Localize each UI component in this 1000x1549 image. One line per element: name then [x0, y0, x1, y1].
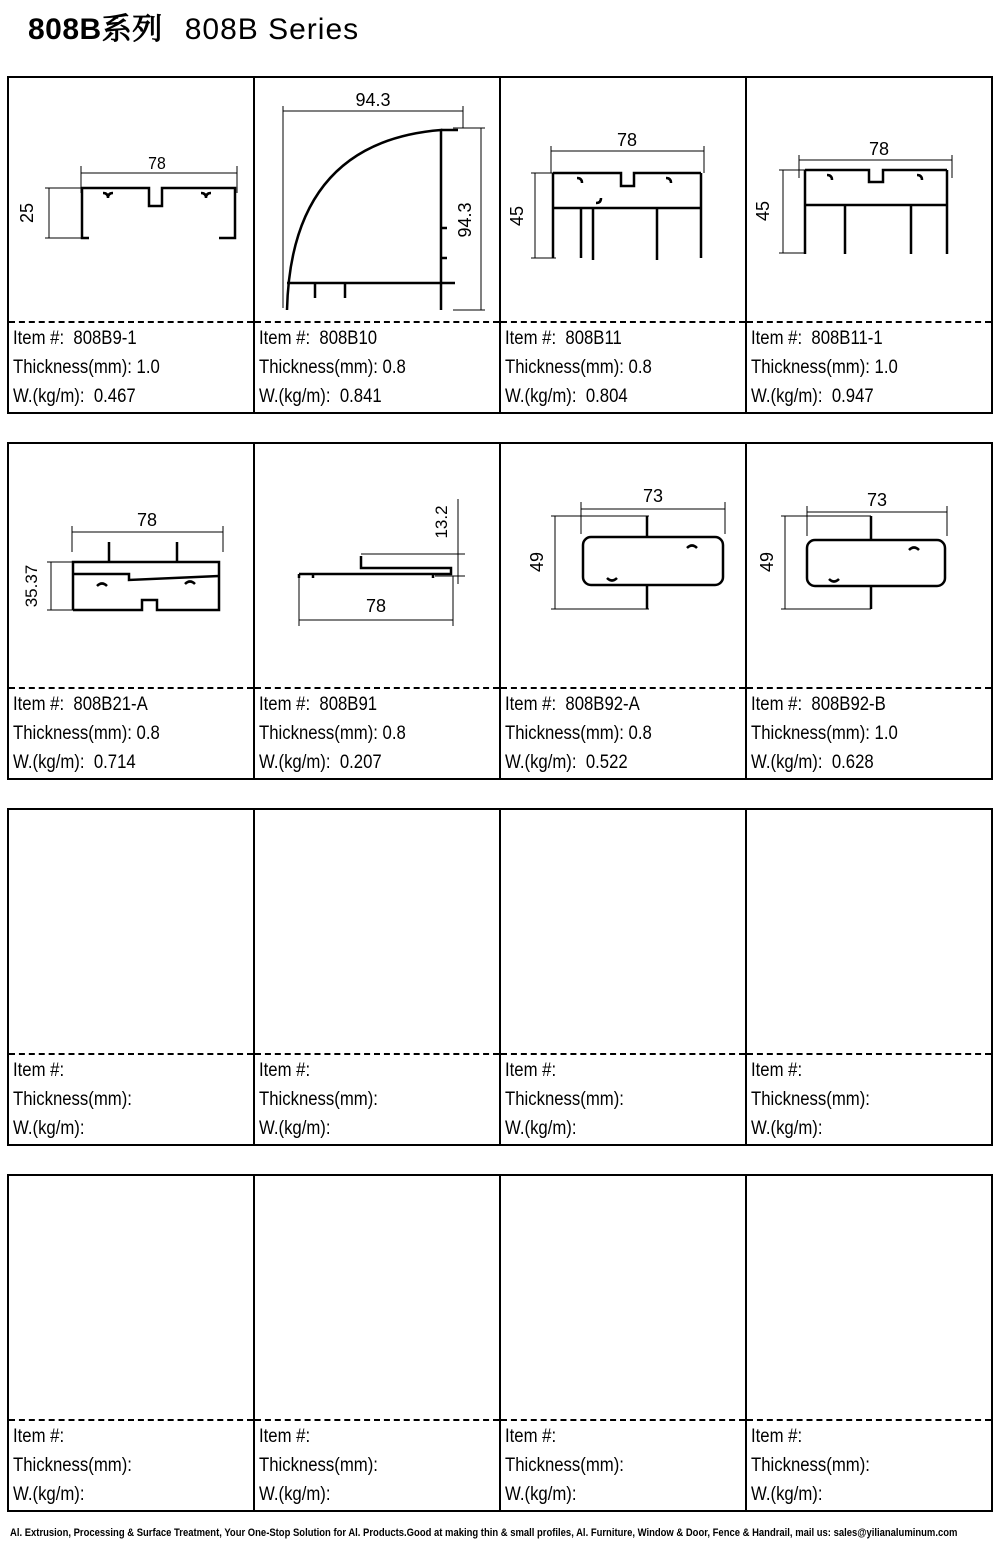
product-info: Item #: 808B10 Thickness(mm): 0.8 W.(kg/m): 0.841 [259, 328, 406, 407]
product-cell [255, 810, 501, 1144]
item-number: 808B11 [565, 328, 622, 349]
product-row-2 [7, 442, 993, 780]
weight-value: 0.841 [339, 386, 382, 407]
dim-width: 73 [866, 490, 888, 510]
title-code: 808B [28, 13, 102, 46]
dashed-divider [255, 1053, 499, 1055]
dim-width: 73 [642, 486, 664, 506]
dashed-divider [501, 1419, 745, 1421]
dashed-divider [9, 1053, 253, 1055]
product-cell [501, 1176, 747, 1510]
product-info: Item #: 808B91 Thickness(mm): 0.8 W.(kg/m): 0.207 [259, 694, 406, 773]
title-en: 808B Series [184, 13, 360, 46]
product-info: Item #: 808B21-A Thickness(mm): 0.8 W.(kg/m): 0.714 [13, 694, 160, 773]
dashed-divider [747, 1053, 991, 1055]
product-cell [747, 78, 991, 412]
product-cell [501, 444, 747, 778]
weight-value: 0.714 [93, 752, 136, 773]
product-info: Item #: 808B11 Thickness(mm): 0.8 W.(kg/m): 0.804 [505, 328, 652, 407]
product-cell [255, 444, 501, 778]
dashed-divider [747, 687, 991, 689]
product-row-3 [7, 808, 993, 1146]
thickness-value: 0.8 [628, 357, 652, 378]
dashed-divider [747, 321, 991, 323]
dim-height: 49 [527, 551, 547, 573]
thickness-value: 0.8 [136, 723, 160, 744]
dim-height: 25 [17, 202, 37, 224]
product-cell [747, 1176, 991, 1510]
dim-width: 78 [365, 596, 387, 616]
thickness-value: 0.8 [382, 723, 406, 744]
product-cell [255, 78, 501, 412]
product-cell [501, 78, 747, 412]
product-cell [747, 444, 991, 778]
item-number: 808B91 [319, 694, 378, 715]
dim-width: 94.3 [355, 90, 391, 110]
dashed-divider [501, 321, 745, 323]
thickness-value: 1.0 [874, 723, 898, 744]
weight-value: 0.467 [93, 386, 136, 407]
weight-value: 0.522 [585, 752, 628, 773]
item-number: 808B9-1 [73, 328, 137, 349]
product-info: Item #: Thickness(mm): W.(kg/m): [13, 1426, 132, 1505]
thickness-value: 0.8 [628, 723, 652, 744]
product-cell [501, 810, 747, 1144]
item-number: 808B92-A [565, 694, 640, 715]
product-cell [747, 810, 991, 1144]
product-cell [9, 78, 255, 412]
product-info: Item #: Thickness(mm): W.(kg/m): [13, 1060, 132, 1139]
item-number: 808B10 [319, 328, 378, 349]
weight-value: 0.947 [831, 386, 874, 407]
product-info: Item #: Thickness(mm): W.(kg/m): [505, 1060, 624, 1139]
dashed-divider [9, 687, 253, 689]
product-info: Item #: 808B92-A Thickness(mm): 0.8 W.(kg/m): 0.522 [505, 694, 652, 773]
product-cell [255, 1176, 501, 1510]
dim-height: 94.3 [455, 202, 475, 238]
product-info: Item #: Thickness(mm): W.(kg/m): [751, 1060, 870, 1139]
dashed-divider [255, 687, 499, 689]
product-info: Item #: Thickness(mm): W.(kg/m): [259, 1060, 378, 1139]
product-cell [9, 810, 255, 1144]
product-row-4 [7, 1174, 993, 1512]
thickness-value: 1.0 [874, 357, 898, 378]
dashed-divider [9, 1419, 253, 1421]
dim-height: 45 [753, 200, 773, 222]
product-cell [9, 1176, 255, 1510]
dashed-divider [501, 687, 745, 689]
product-info: Item #: Thickness(mm): W.(kg/m): [751, 1426, 870, 1505]
dashed-divider [255, 321, 499, 323]
product-cell [9, 444, 255, 778]
dim-width: 78 [148, 153, 166, 174]
thickness-value: 1.0 [136, 357, 160, 378]
product-info: Item #: 808B9-1 Thickness(mm): 1.0 W.(kg/m): 0.467 [13, 328, 160, 407]
thickness-value: 0.8 [382, 357, 406, 378]
dim-width: 78 [868, 139, 890, 159]
dashed-divider [747, 1419, 991, 1421]
weight-value: 0.628 [831, 752, 874, 773]
product-info: Item #: Thickness(mm): W.(kg/m): [259, 1426, 378, 1505]
product-info: Item #: 808B92-B Thickness(mm): 1.0 W.(kg/m): 0.628 [751, 694, 898, 773]
dashed-divider [9, 321, 253, 323]
title-cn: 系列 [101, 12, 163, 47]
product-info: Item #: 808B11-1 Thickness(mm): 1.0 W.(kg/m): 0.947 [751, 328, 898, 407]
item-number: 808B11-1 [811, 328, 883, 349]
dashed-divider [501, 1053, 745, 1055]
product-info: Item #: Thickness(mm): W.(kg/m): [505, 1426, 624, 1505]
dim-height: 13.2 [432, 505, 451, 539]
item-number: 808B21-A [73, 694, 148, 715]
page-title [28, 4, 359, 48]
dim-height: 45 [507, 205, 527, 227]
dim-height: 35.37 [22, 564, 41, 608]
weight-value: 0.804 [585, 386, 628, 407]
dim-height: 49 [757, 551, 777, 573]
dim-width: 78 [616, 130, 638, 150]
item-number: 808B92-B [811, 694, 886, 715]
product-row-1 [7, 76, 993, 414]
dashed-divider [255, 1419, 499, 1421]
dim-width: 78 [136, 510, 158, 530]
weight-value: 0.207 [339, 752, 382, 773]
footer-text: Al. Extrusion, Processing & Surface Treatment, Your One-Stop Solution for Al. Products.Good at making thin & small profiles, Al. Furniture, Window & Door, Fence & Handrail, mail us: sales@yilianaluminum.com [10, 1527, 958, 1539]
